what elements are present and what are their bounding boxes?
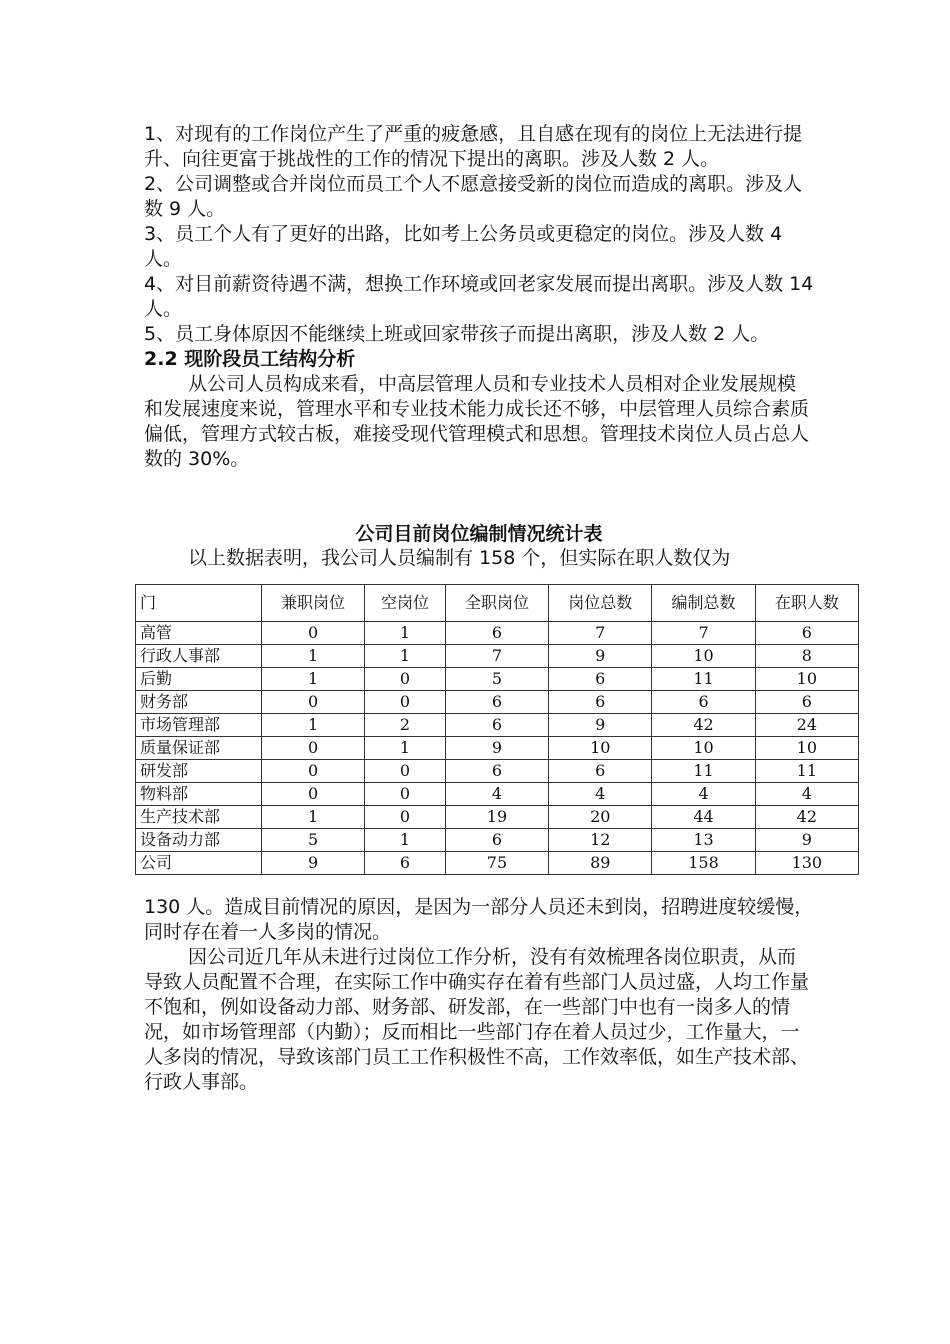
value-cell: 10 [755, 668, 858, 691]
value-cell: 6 [549, 668, 652, 691]
table-body [136, 622, 859, 875]
value-cell: 75 [445, 852, 548, 875]
value-cell: 9 [549, 714, 652, 737]
value-cell: 89 [549, 852, 652, 875]
value-cell: 9 [549, 645, 652, 668]
header-cell: 全职岗位 [445, 585, 548, 622]
value-cell: 6 [755, 622, 858, 645]
table-title: 公司目前岗位编制情况统计表 [355, 523, 603, 545]
value-cell: 0 [365, 783, 446, 806]
value-cell: 4 [755, 783, 858, 806]
value-cell: 5 [261, 829, 364, 852]
value-cell: 4 [652, 783, 755, 806]
value-cell: 0 [261, 691, 364, 714]
table-row [136, 783, 859, 806]
department-cell: 高管 [136, 622, 262, 645]
header-cell: 门 [136, 585, 262, 622]
value-cell: 1 [261, 645, 364, 668]
table-row [136, 668, 859, 691]
reason-item-1: 1、对现有的工作岗位产生了严重的疲惫感，且自感在现有的岗位上无法进行提升、向往更富于挑战性的工作的情况下提出的离职。涉及人数 2 人。 [144, 123, 803, 170]
value-cell: 1 [261, 668, 364, 691]
value-cell: 10 [755, 737, 858, 760]
value-cell: 6 [445, 760, 548, 783]
table-row [136, 760, 859, 783]
table-intro-text: 以上数据表明，我公司人员编制有 158 个，但实际在职人数仅为 [188, 547, 731, 569]
value-cell: 4 [549, 783, 652, 806]
value-cell: 44 [652, 806, 755, 829]
value-cell: 8 [755, 645, 858, 668]
value-cell: 24 [755, 714, 858, 737]
department-cell: 后勤 [136, 668, 262, 691]
staffing-table [135, 584, 859, 875]
value-cell: 12 [549, 829, 652, 852]
table-header-row [136, 585, 859, 622]
value-cell: 6 [652, 691, 755, 714]
value-cell: 19 [445, 806, 548, 829]
value-cell: 1 [365, 645, 446, 668]
value-cell: 13 [652, 829, 755, 852]
value-cell: 6 [445, 829, 548, 852]
value-cell: 0 [261, 760, 364, 783]
table-row [136, 852, 859, 875]
header-cell: 编制总数 [652, 585, 755, 622]
value-cell: 5 [445, 668, 548, 691]
value-cell: 9 [755, 829, 858, 852]
value-cell: 1 [365, 829, 446, 852]
value-cell: 6 [445, 622, 548, 645]
department-cell: 市场管理部 [136, 714, 262, 737]
header-cell: 空岗位 [365, 585, 446, 622]
header-cell: 在职人数 [755, 585, 858, 622]
section-heading: 2.2 现阶段员工结构分析 [144, 348, 356, 370]
value-cell: 6 [365, 852, 446, 875]
value-cell: 42 [755, 806, 858, 829]
value-cell: 0 [261, 783, 364, 806]
value-cell: 158 [652, 852, 755, 875]
value-cell: 0 [261, 737, 364, 760]
department-cell: 质量保证部 [136, 737, 262, 760]
value-cell: 0 [365, 691, 446, 714]
department-cell: 生产技术部 [136, 806, 262, 829]
table-row [136, 622, 859, 645]
value-cell: 10 [549, 737, 652, 760]
analysis-paragraph-2: 因公司近几年从未进行过岗位工作分析，没有有效梳理各岗位职责，从而导致人员配置不合理，在实际工作中确实存在着有些部门人员过盛，人均工作量不饱和，例如设备动力部、财务部、研发部，在一些部门中也有一岗多人的情况，如市场管理部（内勤）；反而相比一些部门存在着人员过少，工作量大，一人多岗的情况，导致该部门员工工作积极性不高，工作效率低，如生产技术部、行政人事部。 [144, 946, 810, 1093]
department-cell: 物料部 [136, 783, 262, 806]
value-cell: 6 [445, 691, 548, 714]
value-cell: 9 [261, 852, 364, 875]
value-cell: 1 [261, 714, 364, 737]
analysis-paragraph-1: 130 人。造成目前情况的原因，是因为一部分人员还未到岗，招聘进度较缓慢，同时存在着一人多岗的情况。 [144, 896, 814, 943]
value-cell: 6 [549, 691, 652, 714]
value-cell: 10 [652, 737, 755, 760]
table-intro-block [144, 546, 814, 571]
value-cell: 0 [365, 668, 446, 691]
value-cell: 0 [365, 806, 446, 829]
value-cell: 11 [652, 760, 755, 783]
value-cell: 0 [365, 760, 446, 783]
value-cell: 1 [365, 622, 446, 645]
value-cell: 42 [652, 714, 755, 737]
value-cell: 1 [365, 737, 446, 760]
value-cell: 6 [549, 760, 652, 783]
value-cell: 7 [549, 622, 652, 645]
department-cell: 财务部 [136, 691, 262, 714]
resignation-reasons-section [144, 122, 814, 472]
value-cell: 6 [445, 714, 548, 737]
value-cell: 20 [549, 806, 652, 829]
value-cell: 11 [652, 668, 755, 691]
analysis-section [144, 895, 814, 1095]
value-cell: 130 [755, 852, 858, 875]
reason-item-2: 2、公司调整或合并岗位而员工个人不愿意接受新的岗位而造成的离职。涉及人数 9 人。 [144, 173, 803, 220]
department-cell: 研发部 [136, 760, 262, 783]
department-cell: 行政人事部 [136, 645, 262, 668]
table-row [136, 645, 859, 668]
value-cell: 11 [755, 760, 858, 783]
header-cell: 岗位总数 [549, 585, 652, 622]
table-row [136, 806, 859, 829]
value-cell: 1 [261, 806, 364, 829]
value-cell: 0 [261, 622, 364, 645]
value-cell: 9 [445, 737, 548, 760]
value-cell: 7 [652, 622, 755, 645]
reason-item-4: 4、对目前薪资待遇不满，想换工作环境或回老家发展而提出离职。涉及人数 14 人。 [144, 273, 814, 320]
department-cell: 公司 [136, 852, 262, 875]
section-paragraph: 从公司人员构成来看，中高层管理人员和专业技术人员相对企业发展规模和发展速度来说，管理水平和专业技术能力成长还不够，中层管理人员综合素质偏低，管理方式较古板，难接受现代管理模式和思想。管理技术岗位人员占总人数的 30%。 [144, 373, 810, 470]
value-cell: 6 [755, 691, 858, 714]
reason-item-3: 3、员工个人有了更好的出路，比如考上公务员或更稳定的岗位。涉及人数 4 人。 [144, 223, 783, 270]
header-cell: 兼职岗位 [261, 585, 364, 622]
table-row [136, 829, 859, 852]
value-cell: 2 [365, 714, 446, 737]
department-cell: 设备动力部 [136, 829, 262, 852]
reason-item-5: 5、员工身体原因不能继续上班或回家带孩子而提出离职，涉及人数 2 人。 [144, 323, 770, 345]
table-row [136, 691, 859, 714]
value-cell: 10 [652, 645, 755, 668]
table-row [136, 737, 859, 760]
table-row [136, 714, 859, 737]
value-cell: 4 [445, 783, 548, 806]
value-cell: 7 [445, 645, 548, 668]
